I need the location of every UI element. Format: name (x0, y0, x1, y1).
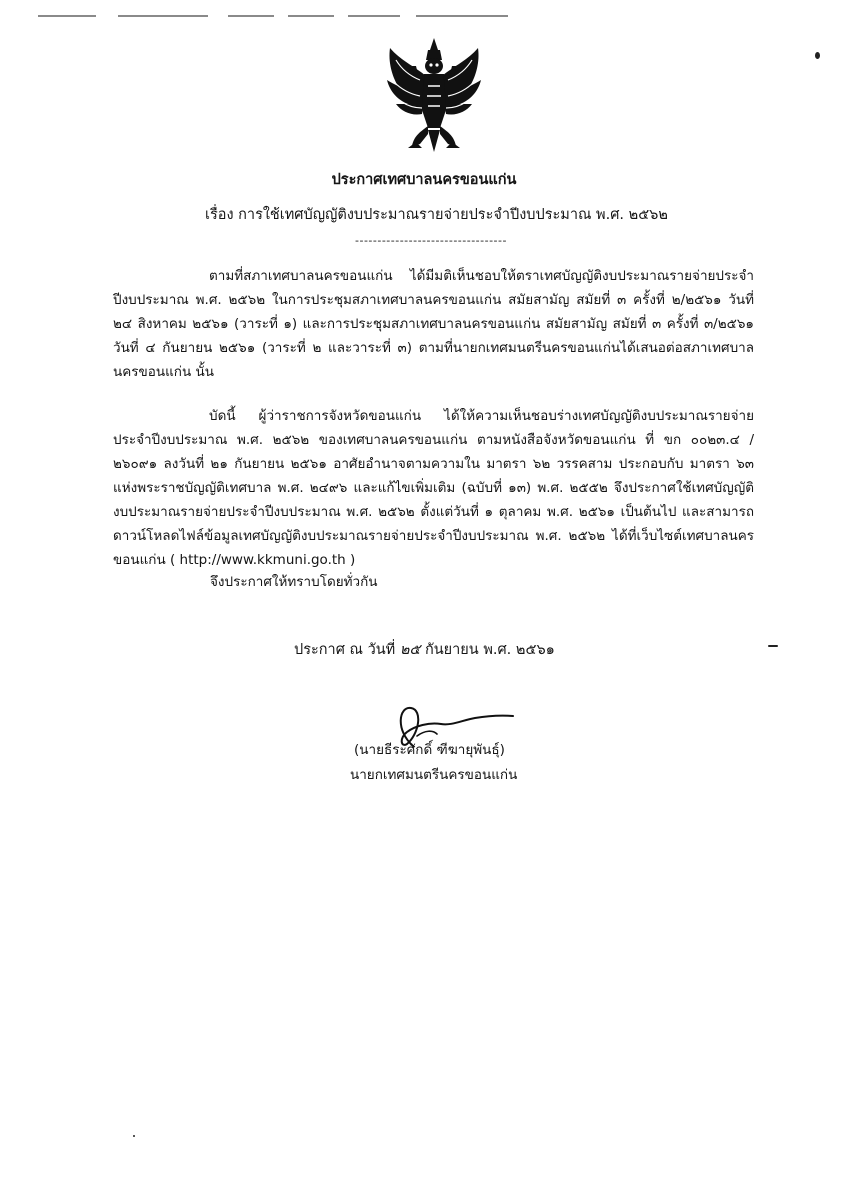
date-suffix: กันยายน พ.ศ. ๒๕๖๑ (424, 642, 555, 658)
signatory-position: นายกเทศมนตรีนครขอนแก่น (350, 767, 518, 783)
garuda-emblem-icon (384, 36, 484, 154)
announcement-date (294, 638, 555, 661)
scan-speck (133, 1135, 135, 1137)
scan-speck (768, 645, 778, 647)
title-divider: ---------------------------------- (355, 234, 507, 247)
body-paragraph-1 (113, 264, 754, 384)
date-prefix: ประกาศ ณ วันที่ (294, 642, 396, 658)
body-paragraph-2 (113, 404, 754, 572)
document-title: ประกาศเทศบาลนครขอนแก่น (331, 172, 517, 188)
signatory-name: (นายธีระศักดิ์ ฑีฆายุพันธุ์) (354, 742, 505, 758)
date-handwritten-day: ๒๕ (399, 642, 421, 658)
scan-artifact-top (38, 15, 508, 19)
body-paragraph-2-text: บัดนี้ ผู้ว่าราชการจังหวัดขอนแก่น ได้ให้ความเห็นชอบร่างเทศบัญญัติงบประมาณรายจ่ายประจำปีงบประมาณ พ.ศ. ๒๕๖๒ ของเทศบาลนครขอนแก่น ตามหนังสือจังหวัดขอนแก่น ที่ ขก ๐๐๒๓.๔ / ๒๖๐๙๑ ลงวันที่ ๒๑ กันยายน ๒๕๖๑ อาศัยอำนาจตามความใน มาตรา ๖๒ วรรคสาม ประกอบกับ มาตรา ๖๓ แห่งพระราชบัญญัติเทศบาล พ.ศ. ๒๔๙๖ และแก้ไขเพิ่มเติม (ฉบับที่ ๑๓) พ.ศ. ๒๕๕๒ จึงประกาศใช้เทศบัญญัติงบประมาณรายจ่ายประจำปีงบประมาณ พ.ศ. ๒๕๖๒ ตั้งแต่วันที่ ๑ ตุลาคม พ.ศ. ๒๕๖๑ เป็นต้นไป และสามารถดาวน์โหลดไฟล์ข้อมูลเทศบัญญัติงบประมาณรายจ่ายประจำปีงบประมาณ พ.ศ. ๒๕๖๒ ได้ที่เว็บไซต์เทศบาลนครขอนแก่น ( http://www.kkmuni.go.th ) (113, 408, 754, 568)
document-subject: เรื่อง การใช้เทศบัญญัติงบประมาณรายจ่ายประจำปีงบประมาณ พ.ศ. ๒๕๖๒ (205, 207, 668, 223)
scan-speck (815, 52, 820, 59)
body-paragraph-1-text: ตามที่สภาเทศบาลนครขอนแก่น ได้มีมติเห็นชอบให้ตราเทศบัญญัติงบประมาณรายจ่ายประจำปีงบประมาณ พ.ศ. ๒๕๖๒ ในการประชุมสภาเทศบาลนครขอนแก่น สมัยสามัญ สมัยที่ ๓ ครั้งที่ ๒/๒๕๖๑ วันที่ ๒๔ สิงหาคม ๒๕๖๑ (วาระที่ ๑) และการประชุมสภาเทศบาลนครขอนแก่น สมัยสามัญ สมัยที่ ๓ ครั้งที่ ๓/๒๕๖๑ วันที่ ๔ กันยายน ๒๕๖๑ (วาระที่ ๒ และวาระที่ ๓) ตามที่นายกเทศมนตรีนครขอนแก่นได้เสนอต่อสภาเทศบาลนครขอนแก่น นั้น (113, 268, 754, 380)
closing-statement: จึงประกาศให้ทราบโดยทั่วกัน (210, 574, 378, 590)
